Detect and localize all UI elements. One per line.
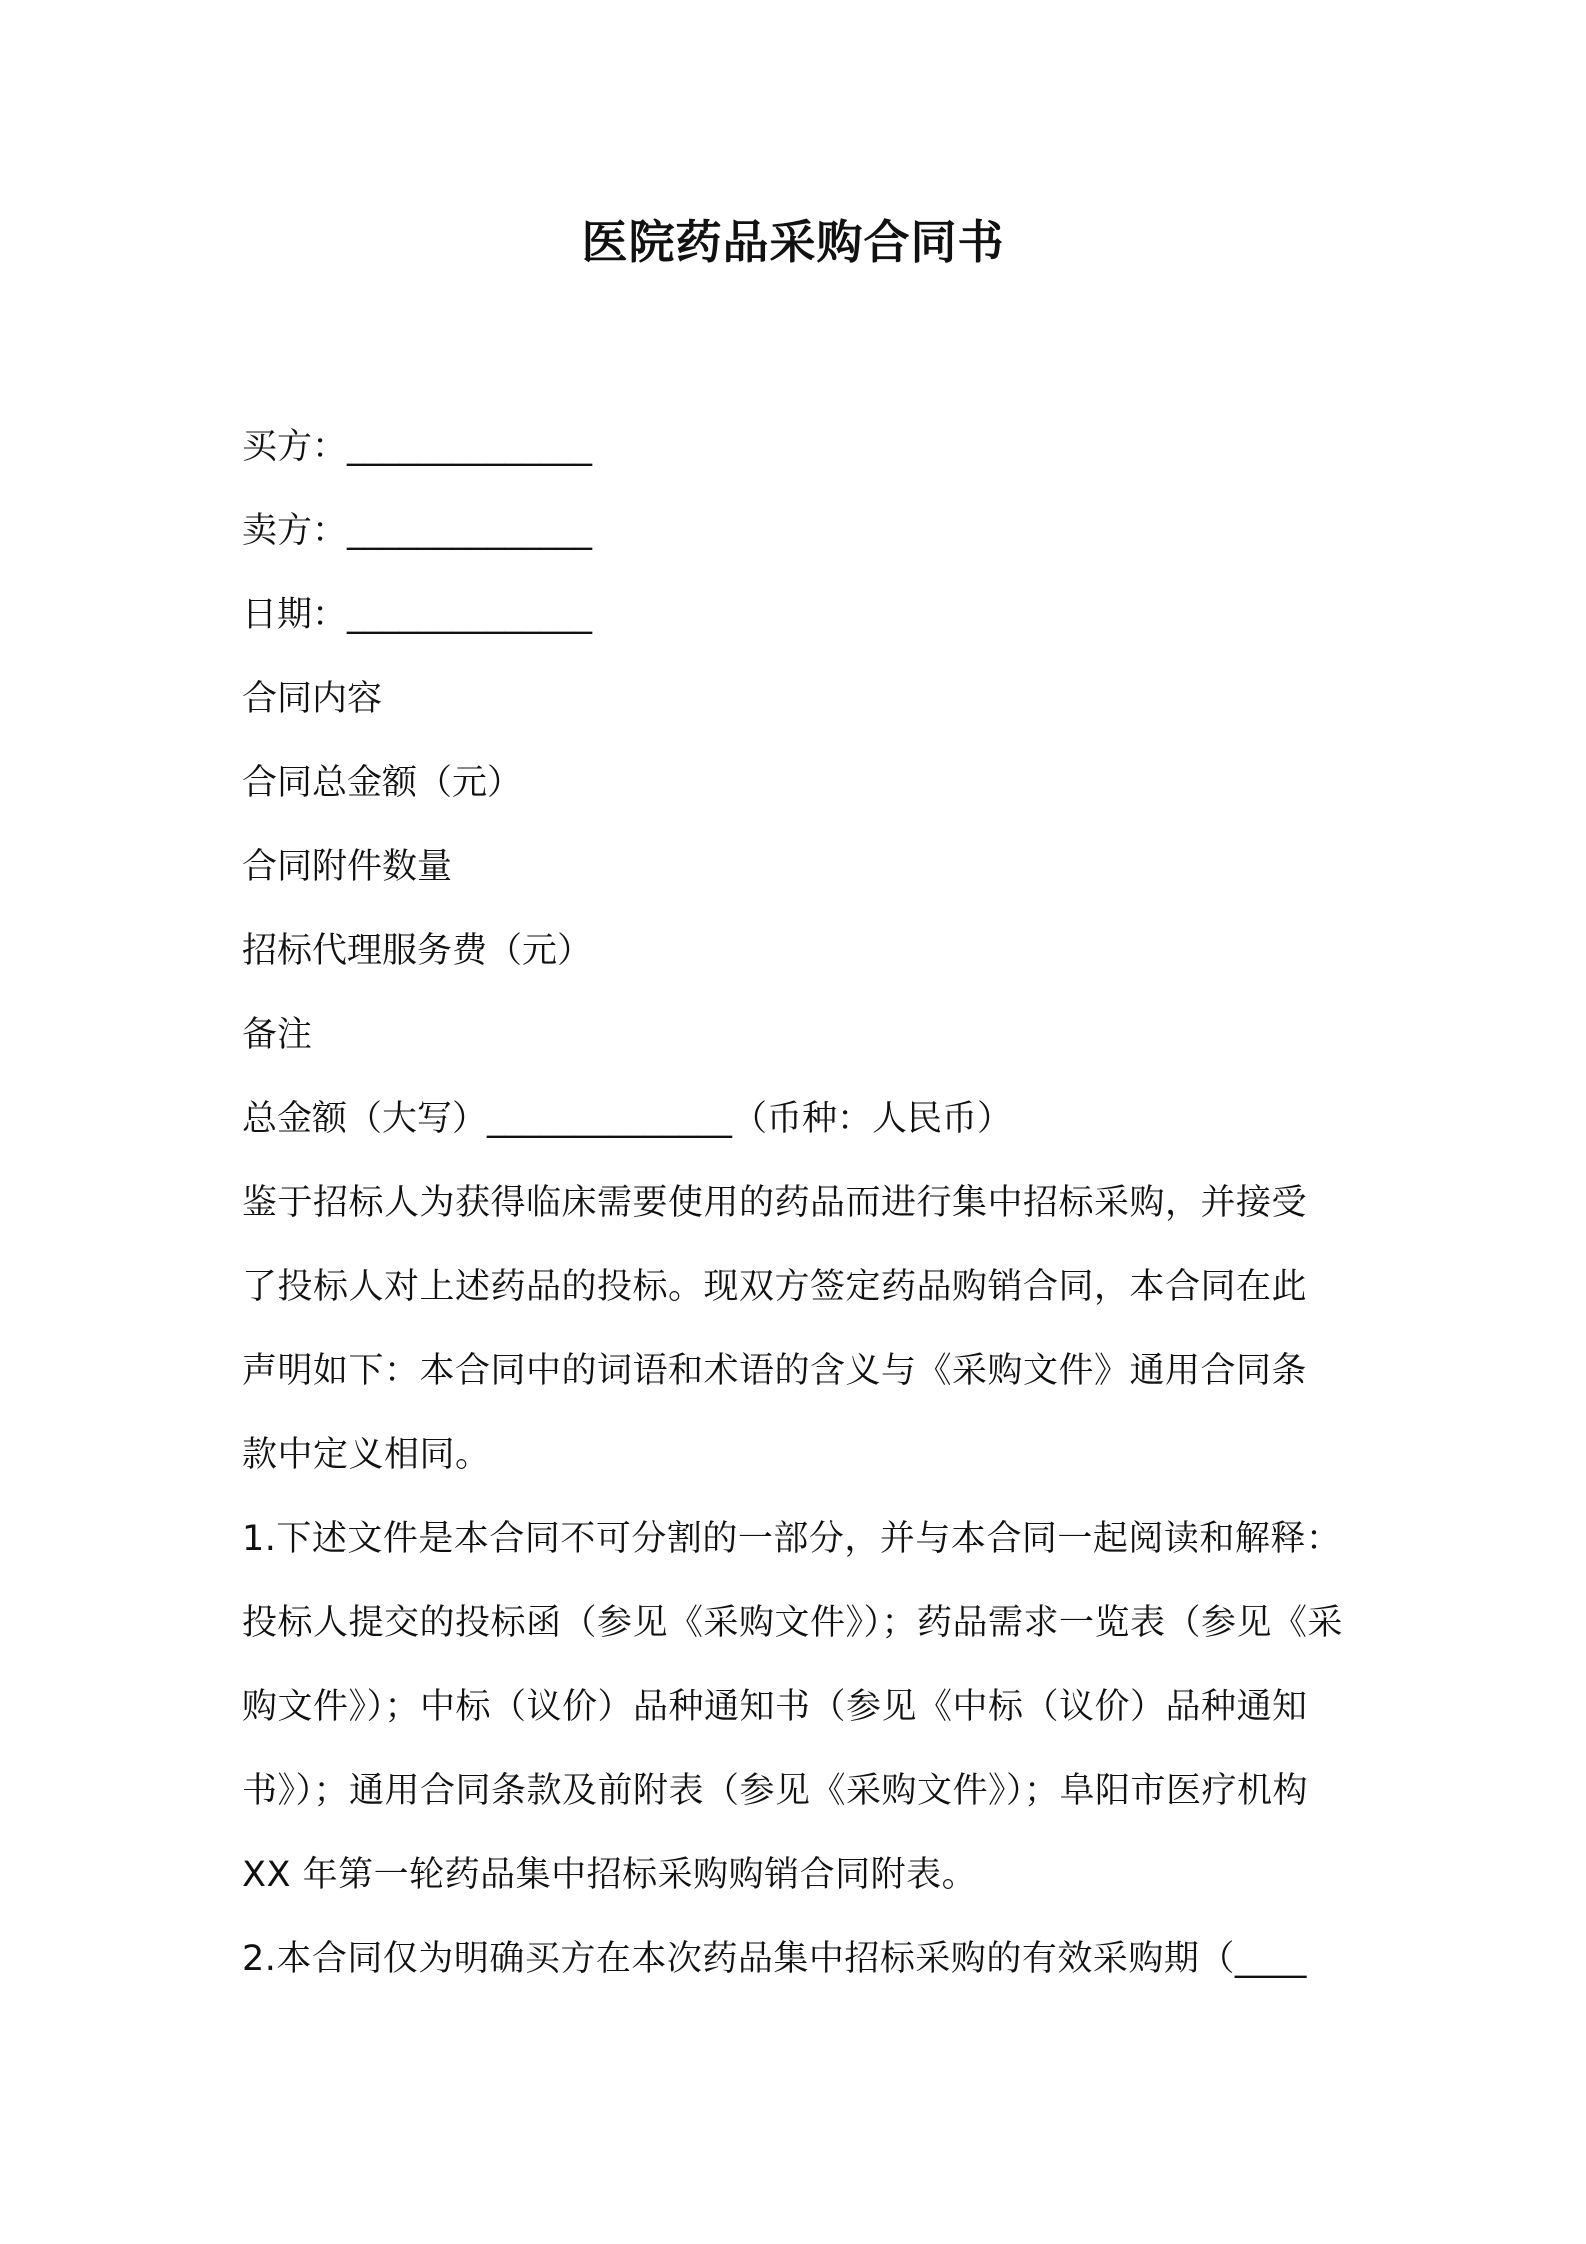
preamble-paragraph: [242, 1161, 1362, 1497]
buyer-field: 买方：______________: [242, 427, 593, 467]
paragraph-line: 书》）；通用合同条款及前附表（参见《采购文件》）；阜阳市医疗机构: [242, 1771, 1309, 1811]
clause-1-paragraph: [242, 1497, 1362, 1917]
paragraph-line: 投标人提交的投标函（参见《采购文件》）；药品需求一览表（参见《采: [242, 1603, 1344, 1643]
contract-content-label: 合同内容: [242, 679, 383, 719]
document-title: 医院药品采购合同书: [581, 215, 1005, 269]
total-amount-uppercase-field: 总金额（大写）______________（币种：人民币）: [242, 1099, 1013, 1139]
clause-2-paragraph: [242, 1917, 1362, 2001]
paragraph-line: XX 年第一轮药品集中招标采购购销合同附表。: [242, 1855, 978, 1895]
seller-field: 卖方：______________: [242, 511, 593, 551]
paragraph-line: 2.本合同仅为明确买方在本次药品集中招标采购的有效采购期（____: [242, 1939, 1307, 1979]
document-body: [242, 405, 1362, 2001]
paragraph-line: 款中定义相同。: [242, 1435, 491, 1475]
agency-fee-label: 招标代理服务费（元）: [242, 931, 593, 971]
paragraph-line: 1.下述文件是本合同不可分割的一部分，并与本合同一起阅读和解释：: [242, 1519, 1342, 1559]
contract-total-amount-label: 合同总金额（元）: [242, 763, 523, 803]
paragraph-line: 鉴于招标人为获得临床需要使用的药品而进行集中招标采购，并接受: [242, 1183, 1308, 1223]
date-field: 日期：______________: [242, 595, 593, 635]
remarks-label: 备注: [242, 1015, 313, 1055]
attachment-count-label: 合同附件数量: [242, 847, 453, 887]
paragraph-line: 了投标人对上述药品的投标。现双方签定药品购销合同，本合同在此: [242, 1267, 1308, 1307]
paragraph-line: 购文件》）；中标（议价）品种通知书（参见《中标（议价）品种通知: [242, 1687, 1308, 1727]
paragraph-line: 声明如下：本合同中的词语和术语的含义与《采购文件》通用合同条: [242, 1351, 1308, 1391]
